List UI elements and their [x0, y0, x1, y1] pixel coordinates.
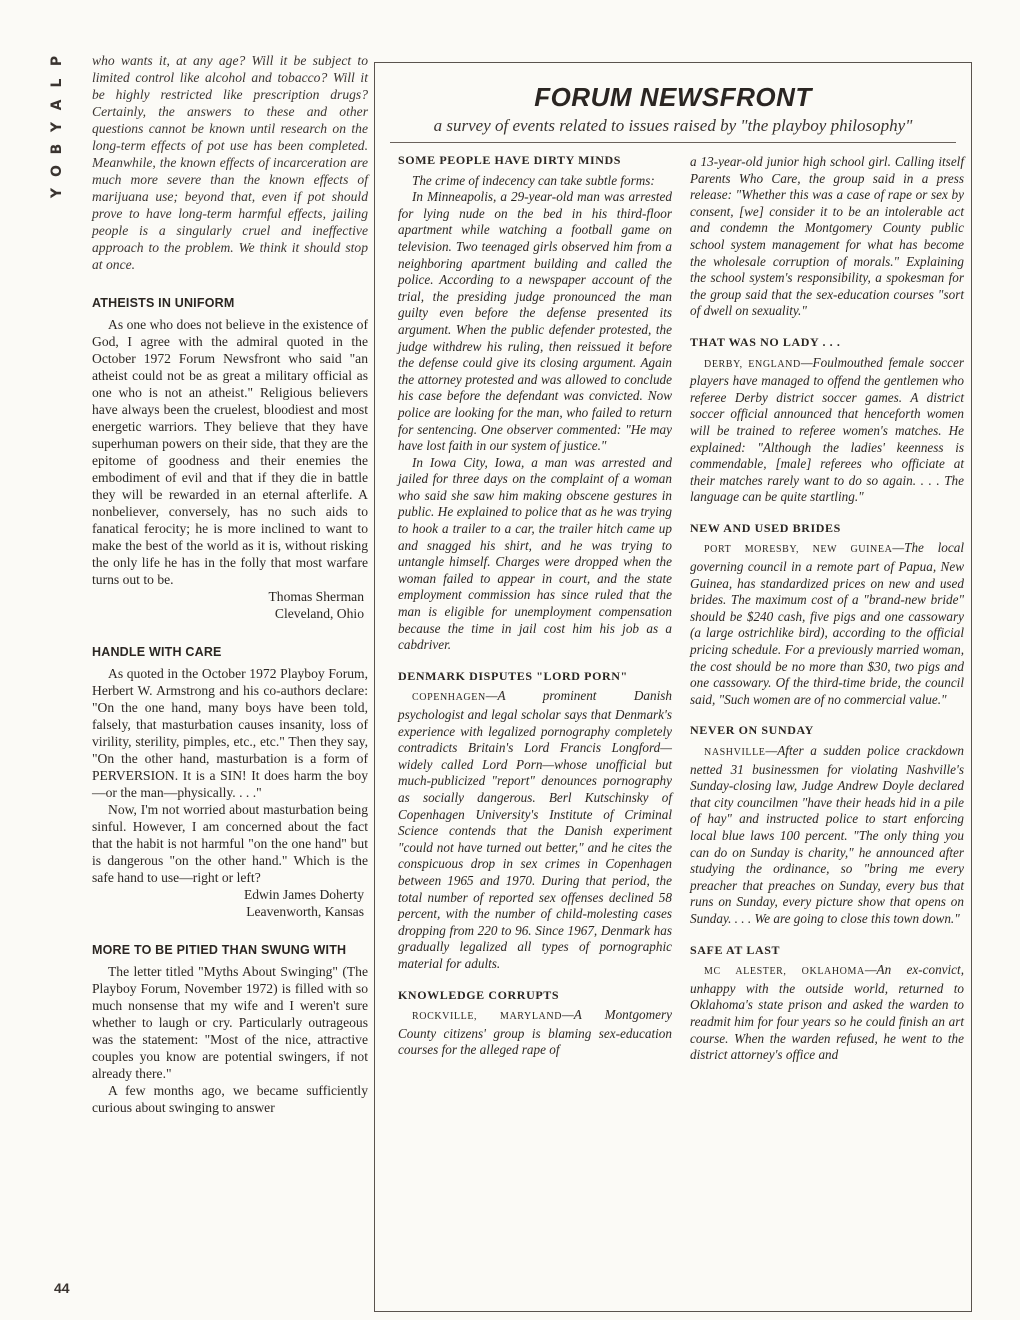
news-text: —An ex-convict, unhappy with the outside world, returned to Oklahoma's state prison and asked the warden to readmit him for four years so he could finish an art course. When the warden refused, he went to the district attorney's office and: [690, 962, 964, 1063]
news-paragraph: In Minneapolis, a 29-year-old man was arrested for lying nude on the bed in his third-floor apartment while watching a football game on television. Two teenaged girls observed him from a neighboring apartment building and called the police. According to a newspaper account of the trial, the presiding judge pronounced the man guilty even before the defense presented its argument. When the public defender protested, the judge withdrew his ruling, then reissued it before the defense could give its closing argument. Again the attorney protested and was allowed to conclude his case before the defendant was convicted. Now police are looking for the man, who failed to return for sentencing. One observer commented: "He may have lost faith in our system of justice.": [398, 189, 672, 454]
news-heading: DENMARK DISPUTES "LORD PORN": [398, 668, 628, 683]
forum-title: FORUM NEWSFRONT: [534, 82, 812, 112]
news-text: —A Montgomery County citizens' group is blaming sex-education courses for the alleged rape of: [398, 1007, 672, 1058]
divider: [390, 142, 956, 143]
news-paragraph: [690, 962, 964, 1064]
dateline: DERBY, ENGLAND: [704, 358, 801, 370]
dateline: ROCKVILLE, MARYLAND: [412, 1011, 563, 1023]
news-paragraph: [690, 540, 964, 708]
signature-place: Cleveland, Ohio: [274, 606, 364, 621]
magazine-letter: Y: [49, 121, 65, 133]
signature-name: Thomas Sherman: [268, 589, 364, 604]
magazine-letter: B: [49, 143, 65, 155]
page-number: 44: [54, 1280, 70, 1296]
news-text: —Foulmouthed female soccer players have managed to offend the gentlemen who referee Derby district soccer games. A district soccer official announced that henceforth women will be trained to referee women's matches. He explained: "Although the ladies' keenness is commendable, [male] referees who officiate at their matches rarely want to do so again. . . . The language can be quite startling.": [690, 354, 964, 505]
letter-heading: MORE TO BE PITIED THAN SWUNG WITH: [92, 943, 347, 957]
news-paragraph: a 13-year-old junior high school girl. Calling itself Parents Who Care, the group said in a press release: "Whether this was a case of rape or sex by consent, [we] consider it to be an intolerable act and condemn the Montgomery County public school system management for what has become the wholesale corruption of morals." Explaining the school system's responsibility, a spokesman for the group said that the sex-education courses "sort of dwell on sexuality.": [690, 154, 964, 319]
letter-body: As quoted in the October 1972 Playboy Forum, Herbert W. Armstrong and his co-authors declare: "On the one hand, many boys have been told, falsely, that masturbation causes insanity, loss of virility, sterility, pimples, etc., etc." Then they say, "On the other hand, masturbation is a form of PERVERSION. It is a SIN! It does harm the boy—or the man—physically. . . .": [92, 666, 368, 800]
news-heading: SAFE AT LAST: [690, 942, 781, 957]
news-paragraph: In Iowa City, Iowa, a man was arrested and jailed for three days on the complaint of a woman who said she saw him making obscene gestures in public. He explained to police that as he was trying to hook a trailer to a car, the trailer hitch came up and snagged his shirt, and he was trying to untangle himself. Charges were dropped when the woman failed to appear in court, and the state employment commission has since ruled that the man is eligible for unemployment compensation because the time in jail cost him his job as a cabdriver.: [398, 454, 672, 653]
news-heading: SOME PEOPLE HAVE DIRTY MINDS: [398, 153, 622, 167]
news-text: —After a sudden police crackdown netted 31 businessmen for violating Nashville's Sunday-closing law, Judge Andrew Doyle declared that city councilmen "have their heads hid in a pile of hay" and instructed police to start enforcing local blue laws 100 percent. "The only thing you can do on Sunday is charity," he announced after studying the ordinance, so "bring me every preacher that preaches on Sunday, every bus that runs on Sunday, every picture show that opens on Sunday. . . . We are going to close this town down.": [690, 743, 964, 926]
magazine-letter: Y: [49, 187, 65, 199]
forum-subtitle: a survey of events related to issues raised by "the playboy philosophy": [433, 116, 913, 135]
dateline: NASHVILLE: [704, 747, 766, 758]
news-text: —A prominent Danish psychologist and legal scholar says that Denmark's experience with legalized pornography completely contradicts Britain's Lord Francis Longford—widely called Lord Porn—whose unofficial but much-publicized "report" denounces pornography as socially dangerous. Berl Kutschinsky of Copenhagen University's Institute of Criminal Science contends that the Danish experiment "could not have turned out better," and he cites the conspicuous drop in sex crimes in Copenhagen between 1965 and 1970. During that period, the total number of reported sex offenses declined 58 percent, with the number of child-molesting cases dropping from 220 to 96. Since 1967, Denmark has gradually legalized all types of pornographic material for adults.: [398, 688, 672, 971]
news-heading: KNOWLEDGE CORRUPTS: [398, 987, 560, 1002]
news-paragraph: The crime of indecency can take subtle forms:: [412, 172, 655, 188]
letter-body: Now, I'm not worried about masturbation being sinful. However, I am concerned about the fact that the habit is not harmful "on the one hand" but is dangerous "on the other hand." Which is the safe hand to use—right or left?: [92, 802, 368, 885]
magazine-letter: L: [49, 78, 65, 88]
dateline: PORT MORESBY, NEW GUINEA: [704, 544, 893, 556]
signature-place: Leavenworth, Kansas: [246, 904, 364, 919]
letter-body: A few months ago, we became sufficiently curious about swinging to answer: [92, 1083, 368, 1115]
magazine-letter: P: [49, 55, 65, 67]
newsfront-column-1: [398, 148, 672, 1059]
news-heading: NEW AND USED BRIDES: [690, 520, 841, 535]
intro-text: who wants it, at any age? Will it be subject to limited control like alcohol and tobacco? Will it be highly restricted like prescription drugs? Certainly, the answers to these and other questions cannot be known until research on the long-term effects of pot use has been completed. Meanwhile, the known effects of incarceration are much more severe than the known effects of marijuana use; beyond that, even if pot should prove to have long-term harmful effects, jailing people is a singularly cruel and ineffective approach to the problem. We think it should stop at once.: [92, 53, 368, 272]
news-heading: NEVER ON SUNDAY: [690, 723, 814, 738]
news-text: —The local governing council in a remote part of Papua, New Guinea, has standardized prices on new and used brides. The maximum cost of a "brand-new bride" should be $240 cash, five pigs and one cassowary (a large ostrichlike bird), according to the official pricing schedule. For a previously married woman, the cost should be no more than $30, two pigs and one cassowary. Of the third-time bride, the council said, "Such women are of no commercial value.": [690, 540, 964, 707]
news-paragraph: [690, 355, 964, 506]
newsfront-column-2: [690, 148, 964, 1064]
magazine-letter: O: [49, 165, 65, 177]
news-paragraph: [690, 743, 964, 928]
letter-body: The letter titled "Myths About Swinging" (The Playboy Forum, November 1972) is filled with so much nonsense that my wife and I weren't sure whether to laugh or cry. Particularly outrageous was the statement: "Most of the nice, attractive couples you know are potential swingers, if not already there.": [92, 964, 368, 1081]
letters-column: [92, 52, 368, 1116]
signature-name: Edwin James Doherty: [243, 887, 364, 902]
letter-heading: HANDLE WITH CARE: [92, 645, 222, 659]
dateline: MC ALESTER, OKLAHOMA: [704, 966, 865, 978]
magazine-name: [48, 50, 72, 204]
news-paragraph: [398, 1007, 672, 1059]
magazine-letter: A: [49, 99, 65, 111]
dateline: COPENHAGEN: [412, 692, 486, 704]
news-heading: THAT WAS NO LADY . . .: [690, 334, 841, 349]
letter-body: As one who does not believe in the existence of God, I agree with the admiral quoted in the October 1972 Forum Newsfront who said "an atheist could not be as great a military official as one who is not an atheist." Religious believers have always been the cruelest, bloodiest and most energetic warriors. They believe that they have superhuman powers on their side, that they are the epitome of goodness and their enemies the embodiment of evil and that if they die in battle they will be rewarded in an eternal afterlife. A nonbeliever, conversely, has no such aids to fanatical ferocity; he is more inclined to want to make the best of the world as it is, without risking the only life he has in the folly that most warfare turns out to be.: [92, 317, 368, 587]
news-paragraph: [398, 688, 672, 972]
letter-heading: ATHEISTS IN UNIFORM: [92, 296, 235, 310]
